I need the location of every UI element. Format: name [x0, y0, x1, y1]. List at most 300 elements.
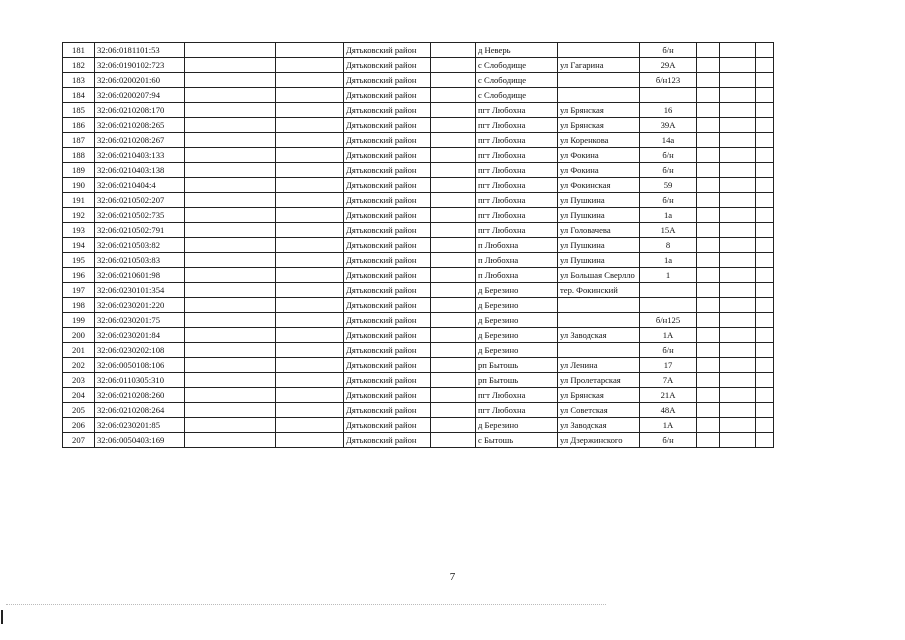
cadastral-number-cell: 32:06:0210208:267	[95, 133, 185, 148]
empty-cell	[697, 388, 720, 403]
street-cell	[558, 313, 640, 328]
table-row	[63, 238, 774, 253]
row-number-cell: 189	[63, 163, 95, 178]
table-row	[63, 268, 774, 283]
empty-cell	[756, 43, 774, 58]
empty-cell	[720, 418, 756, 433]
empty-cell	[431, 148, 476, 163]
empty-cell	[720, 388, 756, 403]
empty-cell	[756, 253, 774, 268]
table-row	[63, 88, 774, 103]
empty-cell	[431, 223, 476, 238]
empty-cell	[185, 118, 276, 133]
district-cell: Дятьковский район	[344, 253, 431, 268]
empty-cell	[756, 403, 774, 418]
empty-cell	[720, 298, 756, 313]
empty-cell	[697, 73, 720, 88]
street-cell: ул Гагарина	[558, 58, 640, 73]
locality-cell: п Любохна	[476, 238, 558, 253]
row-number-cell: 192	[63, 208, 95, 223]
empty-cell	[431, 253, 476, 268]
locality-cell: д Березино	[476, 283, 558, 298]
table-row	[63, 373, 774, 388]
table-row	[63, 193, 774, 208]
empty-cell	[185, 433, 276, 448]
house-number-cell	[640, 283, 697, 298]
table-row	[63, 223, 774, 238]
empty-cell	[697, 208, 720, 223]
empty-cell	[431, 433, 476, 448]
empty-cell	[756, 433, 774, 448]
cadastral-number-cell: 32:06:0190102:723	[95, 58, 185, 73]
row-number-cell: 194	[63, 238, 95, 253]
row-number-cell: 186	[63, 118, 95, 133]
empty-cell	[697, 373, 720, 388]
table-row	[63, 43, 774, 58]
locality-cell: пгт Любохна	[476, 163, 558, 178]
registry-table-container	[62, 42, 774, 448]
empty-cell	[276, 358, 344, 373]
street-cell: ул Советская	[558, 403, 640, 418]
empty-cell	[431, 358, 476, 373]
row-number-cell: 204	[63, 388, 95, 403]
empty-cell	[697, 193, 720, 208]
cadastral-number-cell: 32:06:0210502:207	[95, 193, 185, 208]
empty-cell	[185, 208, 276, 223]
row-number-cell: 183	[63, 73, 95, 88]
house-number-cell: б/н125	[640, 313, 697, 328]
district-cell: Дятьковский район	[344, 178, 431, 193]
cadastral-number-cell: 32:06:0210503:83	[95, 253, 185, 268]
street-cell	[558, 343, 640, 358]
house-number-cell: б/н	[640, 148, 697, 163]
locality-cell: пгт Любохна	[476, 223, 558, 238]
locality-cell: с Слободище	[476, 58, 558, 73]
empty-cell	[697, 133, 720, 148]
street-cell	[558, 298, 640, 313]
district-cell: Дятьковский район	[344, 238, 431, 253]
empty-cell	[431, 193, 476, 208]
street-cell: ул Пушкина	[558, 238, 640, 253]
empty-cell	[431, 88, 476, 103]
empty-cell	[185, 58, 276, 73]
row-number-cell: 185	[63, 103, 95, 118]
cadastral-number-cell: 32:06:0200201:60	[95, 73, 185, 88]
row-number-cell: 195	[63, 253, 95, 268]
row-number-cell: 207	[63, 433, 95, 448]
house-number-cell: б/н	[640, 193, 697, 208]
district-cell: Дятьковский район	[344, 328, 431, 343]
locality-cell: д Березино	[476, 343, 558, 358]
empty-cell	[276, 103, 344, 118]
table-row	[63, 433, 774, 448]
table-row	[63, 313, 774, 328]
street-cell: ул Заводская	[558, 328, 640, 343]
empty-cell	[756, 358, 774, 373]
empty-cell	[276, 88, 344, 103]
empty-cell	[697, 328, 720, 343]
table-row	[63, 388, 774, 403]
empty-cell	[756, 298, 774, 313]
house-number-cell: 1	[640, 268, 697, 283]
empty-cell	[697, 343, 720, 358]
empty-cell	[756, 373, 774, 388]
locality-cell: с Бытошь	[476, 433, 558, 448]
district-cell: Дятьковский район	[344, 283, 431, 298]
house-number-cell	[640, 88, 697, 103]
locality-cell: п Любохна	[476, 268, 558, 283]
table-row	[63, 298, 774, 313]
locality-cell: пгт Любохна	[476, 208, 558, 223]
empty-cell	[697, 253, 720, 268]
street-cell: ул Коренкова	[558, 133, 640, 148]
row-number-cell: 181	[63, 43, 95, 58]
empty-cell	[697, 238, 720, 253]
row-number-cell: 182	[63, 58, 95, 73]
empty-cell	[720, 433, 756, 448]
scan-edge-mark	[1, 610, 3, 624]
cadastral-number-cell: 32:06:0230201:75	[95, 313, 185, 328]
row-number-cell: 188	[63, 148, 95, 163]
empty-cell	[276, 268, 344, 283]
empty-cell	[697, 118, 720, 133]
empty-cell	[276, 178, 344, 193]
empty-cell	[756, 73, 774, 88]
table-row	[63, 283, 774, 298]
empty-cell	[276, 283, 344, 298]
table-row	[63, 403, 774, 418]
empty-cell	[276, 388, 344, 403]
cadastral-number-cell: 32:06:0110305:310	[95, 373, 185, 388]
empty-cell	[756, 118, 774, 133]
empty-cell	[756, 58, 774, 73]
table-row	[63, 208, 774, 223]
district-cell: Дятьковский район	[344, 298, 431, 313]
locality-cell: д Березино	[476, 328, 558, 343]
empty-cell	[185, 178, 276, 193]
cadastral-number-cell: 32:06:0050108:106	[95, 358, 185, 373]
cadastral-number-cell: 32:06:0210403:133	[95, 148, 185, 163]
registry-table	[62, 42, 774, 448]
district-cell: Дятьковский район	[344, 58, 431, 73]
row-number-cell: 205	[63, 403, 95, 418]
empty-cell	[185, 103, 276, 118]
empty-cell	[185, 238, 276, 253]
locality-cell: пгт Любохна	[476, 178, 558, 193]
house-number-cell: б/н	[640, 433, 697, 448]
locality-cell: пгт Любохна	[476, 103, 558, 118]
empty-cell	[697, 283, 720, 298]
empty-cell	[185, 358, 276, 373]
street-cell: ул Пушкина	[558, 208, 640, 223]
cadastral-number-cell: 32:06:0210601:98	[95, 268, 185, 283]
empty-cell	[697, 88, 720, 103]
empty-cell	[431, 268, 476, 283]
house-number-cell: б/н123	[640, 73, 697, 88]
empty-cell	[756, 163, 774, 178]
empty-cell	[185, 223, 276, 238]
empty-cell	[276, 43, 344, 58]
row-number-cell: 184	[63, 88, 95, 103]
empty-cell	[431, 118, 476, 133]
row-number-cell: 193	[63, 223, 95, 238]
cadastral-number-cell: 32:06:0210502:791	[95, 223, 185, 238]
empty-cell	[697, 298, 720, 313]
cadastral-number-cell: 32:06:0230201:220	[95, 298, 185, 313]
street-cell	[558, 43, 640, 58]
empty-cell	[697, 148, 720, 163]
cadastral-number-cell: 32:06:0210502:735	[95, 208, 185, 223]
empty-cell	[431, 133, 476, 148]
empty-cell	[276, 223, 344, 238]
row-number-cell: 197	[63, 283, 95, 298]
table-row	[63, 73, 774, 88]
street-cell: тер. Фокинский	[558, 283, 640, 298]
empty-cell	[431, 298, 476, 313]
empty-cell	[185, 328, 276, 343]
street-cell: ул Пушкина	[558, 253, 640, 268]
empty-cell	[756, 148, 774, 163]
locality-cell: п Любохна	[476, 253, 558, 268]
table-row	[63, 343, 774, 358]
empty-cell	[276, 298, 344, 313]
empty-cell	[276, 163, 344, 178]
house-number-cell: 7А	[640, 373, 697, 388]
empty-cell	[697, 418, 720, 433]
empty-cell	[276, 208, 344, 223]
empty-cell	[431, 208, 476, 223]
empty-cell	[431, 418, 476, 433]
house-number-cell: 1а	[640, 253, 697, 268]
empty-cell	[756, 208, 774, 223]
street-cell: ул Фокина	[558, 163, 640, 178]
row-number-cell: 187	[63, 133, 95, 148]
empty-cell	[431, 178, 476, 193]
district-cell: Дятьковский район	[344, 373, 431, 388]
page-number: 7	[449, 571, 456, 583]
empty-cell	[756, 328, 774, 343]
scan-noise-line	[6, 604, 606, 606]
empty-cell	[185, 343, 276, 358]
empty-cell	[185, 148, 276, 163]
district-cell: Дятьковский район	[344, 343, 431, 358]
row-number-cell: 200	[63, 328, 95, 343]
empty-cell	[697, 103, 720, 118]
house-number-cell: б/н	[640, 343, 697, 358]
empty-cell	[185, 388, 276, 403]
table-row	[63, 148, 774, 163]
empty-cell	[756, 133, 774, 148]
street-cell	[558, 88, 640, 103]
empty-cell	[697, 433, 720, 448]
table-row	[63, 328, 774, 343]
cadastral-number-cell: 32:06:0210503:82	[95, 238, 185, 253]
empty-cell	[720, 103, 756, 118]
locality-cell: пгт Любохна	[476, 118, 558, 133]
empty-cell	[720, 73, 756, 88]
empty-cell	[276, 193, 344, 208]
empty-cell	[431, 328, 476, 343]
district-cell: Дятьковский район	[344, 403, 431, 418]
empty-cell	[720, 88, 756, 103]
district-cell: Дятьковский район	[344, 418, 431, 433]
empty-cell	[276, 133, 344, 148]
street-cell: ул Фокинская	[558, 178, 640, 193]
empty-cell	[720, 373, 756, 388]
table-row	[63, 253, 774, 268]
house-number-cell	[640, 298, 697, 313]
street-cell	[558, 73, 640, 88]
locality-cell: рп Бытошь	[476, 373, 558, 388]
empty-cell	[431, 43, 476, 58]
empty-cell	[720, 268, 756, 283]
empty-cell	[720, 403, 756, 418]
empty-cell	[431, 403, 476, 418]
district-cell: Дятьковский район	[344, 88, 431, 103]
street-cell: ул Брянская	[558, 118, 640, 133]
empty-cell	[756, 313, 774, 328]
street-cell: ул Пролетарская	[558, 373, 640, 388]
locality-cell: рп Бытошь	[476, 358, 558, 373]
empty-cell	[276, 418, 344, 433]
district-cell: Дятьковский район	[344, 313, 431, 328]
street-cell: ул Ленина	[558, 358, 640, 373]
empty-cell	[185, 313, 276, 328]
empty-cell	[720, 208, 756, 223]
street-cell: ул Брянская	[558, 388, 640, 403]
empty-cell	[185, 193, 276, 208]
row-number-cell: 191	[63, 193, 95, 208]
empty-cell	[185, 283, 276, 298]
empty-cell	[756, 178, 774, 193]
empty-cell	[185, 373, 276, 388]
empty-cell	[720, 58, 756, 73]
empty-cell	[720, 313, 756, 328]
house-number-cell: 21А	[640, 388, 697, 403]
row-number-cell: 196	[63, 268, 95, 283]
cadastral-number-cell: 32:06:0210403:138	[95, 163, 185, 178]
district-cell: Дятьковский район	[344, 43, 431, 58]
locality-cell: с Слободище	[476, 88, 558, 103]
empty-cell	[720, 343, 756, 358]
empty-cell	[185, 133, 276, 148]
cadastral-number-cell: 32:06:0210208:260	[95, 388, 185, 403]
empty-cell	[431, 373, 476, 388]
empty-cell	[697, 358, 720, 373]
locality-cell: д Березино	[476, 418, 558, 433]
cadastral-number-cell: 32:06:0230202:108	[95, 343, 185, 358]
house-number-cell: 48А	[640, 403, 697, 418]
row-number-cell: 203	[63, 373, 95, 388]
empty-cell	[431, 313, 476, 328]
locality-cell: пгт Любохна	[476, 133, 558, 148]
empty-cell	[756, 103, 774, 118]
empty-cell	[276, 433, 344, 448]
row-number-cell: 201	[63, 343, 95, 358]
empty-cell	[185, 253, 276, 268]
empty-cell	[720, 163, 756, 178]
empty-cell	[756, 193, 774, 208]
empty-cell	[185, 418, 276, 433]
empty-cell	[720, 133, 756, 148]
district-cell: Дятьковский район	[344, 208, 431, 223]
table-row	[63, 163, 774, 178]
empty-cell	[431, 283, 476, 298]
district-cell: Дятьковский район	[344, 388, 431, 403]
empty-cell	[185, 88, 276, 103]
empty-cell	[720, 328, 756, 343]
empty-cell	[276, 73, 344, 88]
table-row	[63, 58, 774, 73]
district-cell: Дятьковский район	[344, 268, 431, 283]
street-cell: ул Брянская	[558, 103, 640, 118]
empty-cell	[276, 58, 344, 73]
empty-cell	[276, 253, 344, 268]
district-cell: Дятьковский район	[344, 358, 431, 373]
locality-cell: д Березино	[476, 298, 558, 313]
cadastral-number-cell: 32:06:0050403:169	[95, 433, 185, 448]
empty-cell	[431, 58, 476, 73]
district-cell: Дятьковский район	[344, 193, 431, 208]
street-cell: ул Заводская	[558, 418, 640, 433]
empty-cell	[276, 328, 344, 343]
district-cell: Дятьковский район	[344, 148, 431, 163]
district-cell: Дятьковский район	[344, 133, 431, 148]
empty-cell	[431, 163, 476, 178]
cadastral-number-cell: 32:06:0230201:85	[95, 418, 185, 433]
district-cell: Дятьковский район	[344, 103, 431, 118]
empty-cell	[276, 373, 344, 388]
empty-cell	[756, 283, 774, 298]
empty-cell	[697, 178, 720, 193]
locality-cell: пгт Любохна	[476, 148, 558, 163]
empty-cell	[756, 418, 774, 433]
empty-cell	[756, 88, 774, 103]
empty-cell	[697, 313, 720, 328]
cadastral-number-cell: 32:06:0230101:354	[95, 283, 185, 298]
district-cell: Дятьковский район	[344, 223, 431, 238]
street-cell: ул Большая Сверлло	[558, 268, 640, 283]
house-number-cell: 39А	[640, 118, 697, 133]
empty-cell	[431, 103, 476, 118]
empty-cell	[276, 403, 344, 418]
table-row	[63, 358, 774, 373]
registry-table-body	[63, 43, 774, 448]
empty-cell	[720, 193, 756, 208]
empty-cell	[431, 388, 476, 403]
empty-cell	[276, 148, 344, 163]
empty-cell	[756, 268, 774, 283]
row-number-cell: 202	[63, 358, 95, 373]
empty-cell	[431, 343, 476, 358]
empty-cell	[276, 313, 344, 328]
cadastral-number-cell: 32:06:0181101:53	[95, 43, 185, 58]
locality-cell: пгт Любохна	[476, 193, 558, 208]
street-cell: ул Фокина	[558, 148, 640, 163]
empty-cell	[697, 403, 720, 418]
locality-cell: д Березино	[476, 313, 558, 328]
cadastral-number-cell: 32:06:0210404:4	[95, 178, 185, 193]
street-cell: ул Головачева	[558, 223, 640, 238]
empty-cell	[185, 163, 276, 178]
empty-cell	[185, 268, 276, 283]
locality-cell: д Неверь	[476, 43, 558, 58]
empty-cell	[720, 178, 756, 193]
house-number-cell: 8	[640, 238, 697, 253]
empty-cell	[720, 238, 756, 253]
cadastral-number-cell: 32:06:0230201:84	[95, 328, 185, 343]
empty-cell	[276, 343, 344, 358]
